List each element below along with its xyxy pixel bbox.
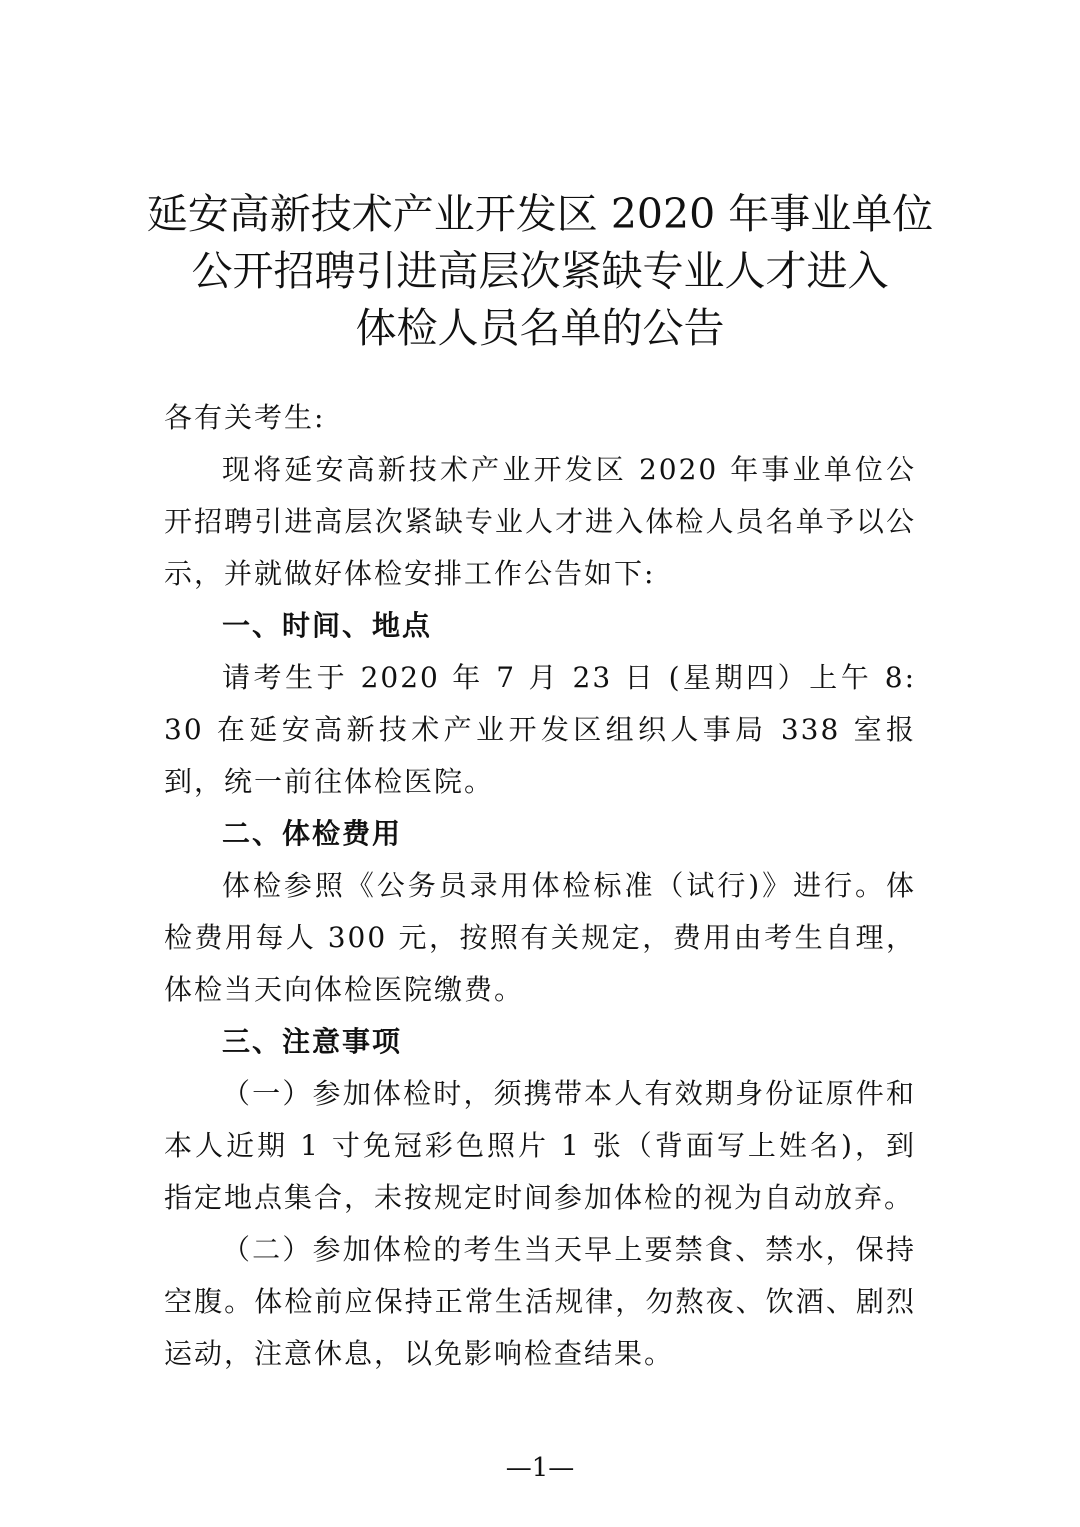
section-paragraph-time-place: 请考生于 2020 年 7 月 23 日 (星期四）上午 8: 30 在延安高新技术产业开发区组织人事局 338 室报到，统一前往体检医院。 — [164, 661, 916, 798]
section-heading-notes: 三、注意事项 — [222, 1025, 403, 1058]
section-paragraph-note-2: （二）参加体检的考生当天早上要禁食、禁水，保持空腹。体检前应保持正常生活规律，勿熬夜、饮酒、剧烈运动，注意休息，以免影响检查结果。 — [164, 1233, 916, 1370]
title-line-3: 体检人员名单的公告 — [355, 304, 725, 352]
title-line-1: 延安高新技术产业开发区 2020 年事业单位 — [146, 190, 934, 238]
title-line-2: 公开招聘引进高层次紧缺专业人才进入 — [191, 247, 889, 295]
section-paragraph-note-1: （一）参加体检时，须携带本人有效期身份证原件和本人近期 1 寸免冠彩色照片 1 张（背面写上姓名)，到指定地点集合，未按规定时间参加体检的视为自动放弃。 — [164, 1077, 916, 1214]
section-heading-fees: 二、体检费用 — [222, 817, 403, 850]
section-paragraph-fees: 体检参照《公务员录用体检标准（试行)》进行。体检费用每人 300 元，按照有关规定，费用由考生自理，体检当天向体检医院缴费。 — [164, 869, 916, 1006]
document-title — [120, 186, 960, 357]
salutation: 各有关考生: — [164, 401, 326, 434]
intro-paragraph: 现将延安高新技术产业开发区 2020 年事业单位公开招聘引进高层次紧缺专业人才进入体检人员名单予以公示，并就做好体检安排工作公告如下: — [164, 453, 916, 590]
page-number: —1— — [505, 1453, 575, 1483]
document-body — [164, 392, 916, 1380]
section-heading-time-place: 一、时间、地点 — [222, 609, 433, 642]
